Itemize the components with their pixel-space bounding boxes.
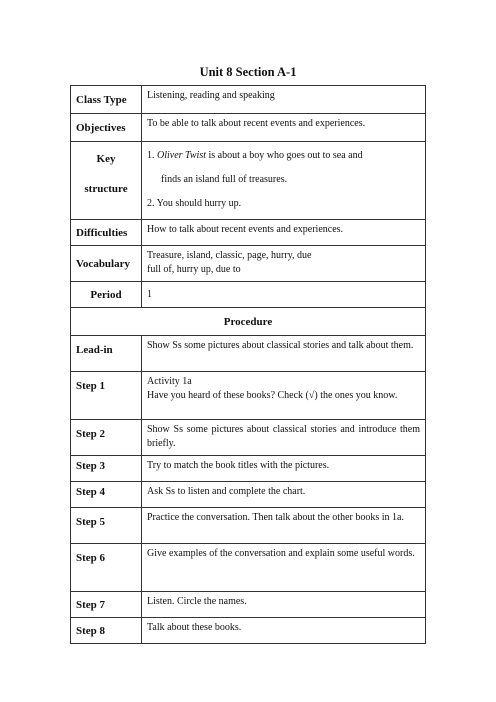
class-type-value: Listening, reading and speaking — [142, 86, 426, 114]
step-label: Step 1 — [71, 372, 142, 420]
objectives-value: To be able to talk about recent events and experiences. — [142, 114, 426, 142]
table-row — [71, 246, 426, 282]
step-label: Step 7 — [71, 592, 142, 618]
difficulties-value: How to talk about recent events and experiences. — [142, 220, 426, 246]
step-label: Step 5 — [71, 508, 142, 544]
item-text: is about a boy who goes out to sea and — [208, 150, 363, 161]
procedure-heading: Procedure — [71, 308, 426, 336]
table-row — [71, 456, 426, 482]
page-title: Unit 8 Section A-1 — [199, 65, 297, 79]
table-row — [71, 544, 426, 592]
table-row — [71, 372, 426, 420]
step-label: Step 6 — [71, 544, 142, 592]
table-row — [71, 420, 426, 456]
key-structure-item-2: 2. You should hurry up. — [147, 198, 242, 209]
step-label: Step 8 — [71, 618, 142, 644]
key-structure-label — [71, 142, 142, 220]
table-row — [71, 114, 426, 142]
step-text: Try to match the book titles with the pictures. — [142, 456, 426, 482]
book-title: Oliver Twist — [157, 150, 206, 161]
vocabulary-line-1: Treasure, island, classic, page, hurry, due — [147, 250, 312, 261]
table-row — [71, 282, 426, 308]
table-row — [71, 142, 426, 220]
table-row — [71, 308, 426, 336]
step-activity: Activity 1a — [147, 376, 192, 387]
step-question: Have you heard of these books? Check (√) the ones you know. — [147, 390, 398, 401]
table-row — [71, 86, 426, 114]
step-text: Practice the conversation. Then talk about the other books in 1a. — [142, 508, 426, 544]
table-row — [71, 482, 426, 508]
table-row — [71, 618, 426, 644]
step-label: Step 2 — [71, 420, 142, 456]
step-label: Lead-in — [71, 336, 142, 372]
step-text: Listen. Circle the names. — [142, 592, 426, 618]
key-structure-item-1 — [147, 144, 420, 192]
step-text: Ask Ss to listen and complete the chart. — [142, 482, 426, 508]
vocabulary-line-2: full of, hurry up, due to — [147, 264, 241, 275]
class-type-label: Class Type — [71, 86, 142, 114]
table-row — [71, 508, 426, 544]
item-text-continued: finds an island full of treasures. — [161, 174, 288, 185]
item-number: 1. — [147, 150, 155, 161]
vocabulary-value — [142, 246, 426, 282]
table-row — [71, 336, 426, 372]
period-label: Period — [71, 282, 142, 308]
objectives-label: Objectives — [71, 114, 142, 142]
step-text: Talk about these books. — [142, 618, 426, 644]
key-structure-label-line2: structure — [84, 183, 128, 195]
table-row — [71, 592, 426, 618]
key-structure-value — [142, 142, 426, 220]
difficulties-label: Difficulties — [71, 220, 142, 246]
lesson-plan-table — [70, 85, 426, 644]
step-text: Show Ss some pictures about classical stories and introduce them briefly. — [142, 420, 426, 456]
step-text — [142, 372, 426, 420]
period-value: 1 — [142, 282, 426, 308]
step-label: Step 4 — [71, 482, 142, 508]
step-text: Give examples of the conversation and explain some useful words. — [142, 544, 426, 592]
step-label: Step 3 — [71, 456, 142, 482]
vocabulary-label: Vocabulary — [71, 246, 142, 282]
step-text: Show Ss some pictures about classical stories and talk about them. — [142, 336, 426, 372]
key-structure-label-line1: Key — [96, 153, 116, 165]
table-row — [71, 220, 426, 246]
